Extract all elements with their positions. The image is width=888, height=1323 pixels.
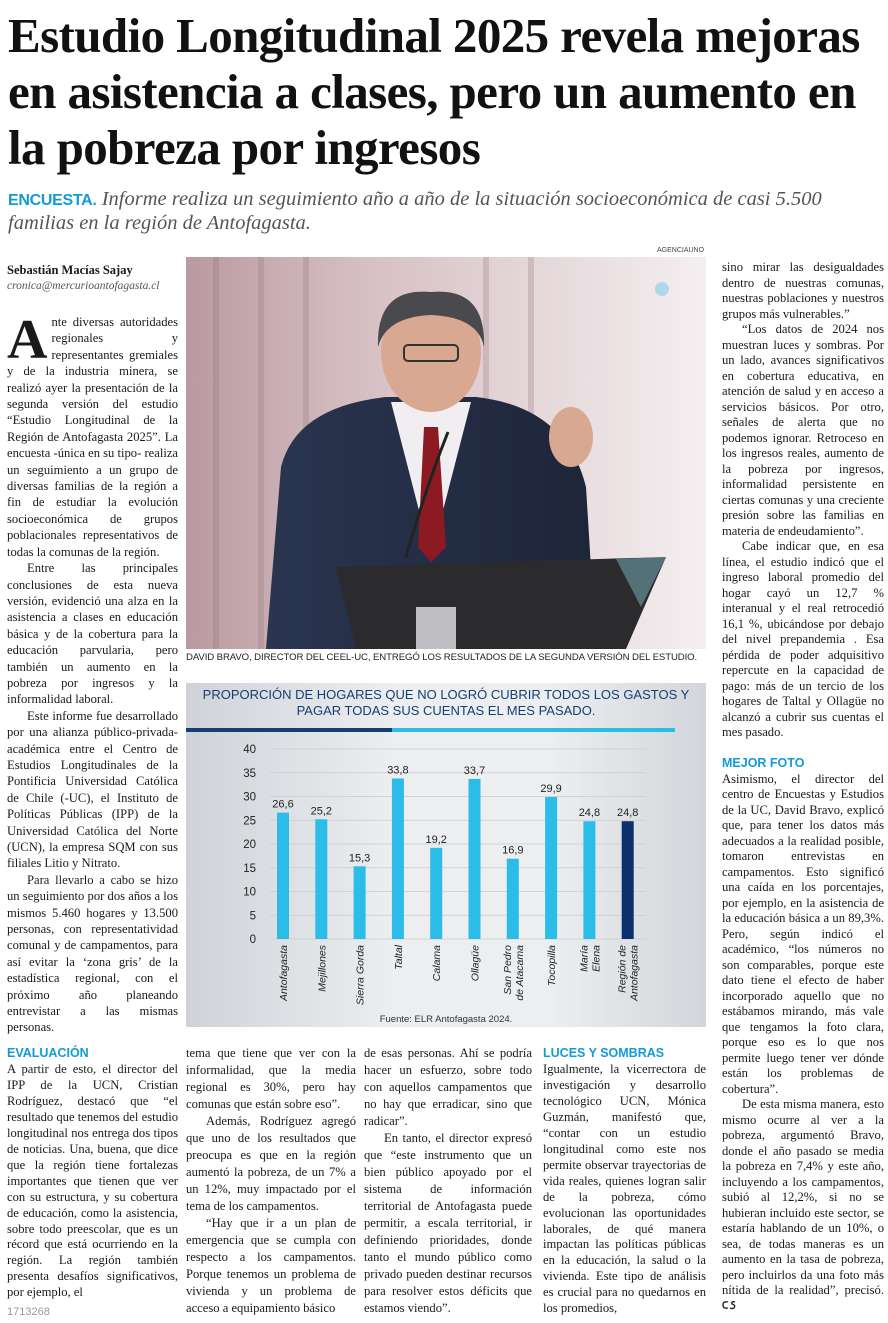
x-tick-label-line: Calama xyxy=(431,945,444,982)
chart-rule-dark xyxy=(186,728,392,732)
section-heading: EVALUACIÓN xyxy=(7,1046,89,1060)
drop-cap: A xyxy=(7,309,48,371)
x-tick-label xyxy=(617,945,641,1002)
paragraph xyxy=(722,1097,884,1314)
x-tick-label-line: de Atacama xyxy=(513,945,526,1001)
paragraph: A partir de esto, el director del IPP de la UCN, Cristian Rodríguez, destacó que “el resultado que tenemos del estudio longitudinal nos entrega dos tipos de noticias. Una, buena, que dice que la región tiene fortalezas importantes que tienen que ver con su estructura, y su cobertura de educación, como la asistencia, sobre todo preescolar, que es un récord que está ocurriendo en la región. La región también presenta desafíos significativos, por ejemplo, el xyxy=(7,1062,178,1300)
paragraph: Para llevarlo a cabo se hizo un seguimiento por dos años a los mismos 5.460 hogares y 13.500 personas, con representatividad comunal y de campamentos, para así evitar la ‘zona gris’ de la estadística regional, con el próximo año planeando entrevistar a las mismas personas. xyxy=(7,872,178,1035)
y-tick-label: 15 xyxy=(243,862,256,875)
x-tick-label xyxy=(393,944,405,969)
headline: Estudio Longitudinal 2025 revela mejoras en asistencia a clases, pero un aumento en la pobreza por ingresos xyxy=(8,8,860,175)
data-label: 26,6 xyxy=(272,798,294,811)
x-tick-label-line: Sierra Gorda xyxy=(354,945,367,1006)
chart-rule-light xyxy=(392,728,675,732)
x-tick-label xyxy=(316,944,328,991)
y-tick-label: 5 xyxy=(249,910,256,923)
byline-author: Sebastián Macías Sajay xyxy=(7,263,133,277)
section-heading: MEJOR FOTO xyxy=(722,755,805,770)
paragraph: sino mirar las desigualdades dentro de nuestras comunas, nuestras poblaciones y nuestros grupos más vulnerables.” xyxy=(722,260,884,321)
x-tick-label xyxy=(502,945,526,1001)
y-tick-label: 25 xyxy=(243,815,256,828)
data-label: 24,8 xyxy=(616,807,639,820)
paragraph: Igualmente, la vicerrectora de investigación y desarrollo tecnológico UCN, Mónica Guzmán, manifestó que, “contar con un estudio longitudinal como este nos permite observar trayectorias de vida reales, quienes logran salir de la pobreza, cómo evolucionan las oportunidades laborales, de qué manera impactan las políticas públicas en la educación, la salud o la vivienda. Este tipo de análisis es crucial para no quedarnos en los promedios, xyxy=(543,1062,706,1316)
article-photo xyxy=(186,257,706,649)
bottom-column-2 xyxy=(186,1045,356,1317)
x-tick-label-line: Tocopilla xyxy=(546,945,559,987)
section-heading: LUCES Y SOMBRAS xyxy=(543,1046,665,1060)
bar xyxy=(545,797,557,939)
bar xyxy=(469,779,481,939)
end-mark-icon xyxy=(722,1300,738,1310)
paragraph: tema que tiene que ver con la informalidad, que la media regional es 30%, pero hay comunas que están sobre eso”. xyxy=(186,1046,356,1111)
bar xyxy=(583,821,595,939)
x-tick-label-line: Antofagasta xyxy=(278,945,290,1002)
paragraph: de esas personas. Ahí se podría hacer un esfuerzo, sobre todo con aquellos campamentos que no hay que erradicar, sino que radicar”. xyxy=(364,1046,532,1128)
paragraph: Este informe fue desarrollado por una alianza público-privada-académica entre el Centro de Estudios Longitudinales de la Pontificia Universidad Católica de Chile (-UC), el Instituto de Políticas Públicas (IPP) de la Universidad Católica del Norte (UCN), la empresa SQM con sus filiales Litio y Nitrato. xyxy=(7,708,178,871)
data-label: 15,3 xyxy=(348,852,371,865)
bar xyxy=(430,848,442,939)
data-label: 29,9 xyxy=(540,782,562,795)
x-tick-label-line: Elena xyxy=(590,945,603,972)
x-tick-label-line: Taltal xyxy=(392,945,405,970)
y-tick-label: 30 xyxy=(243,791,256,804)
paragraph: En tanto, el director expresó que “este instrumento que un bien público apoyado por el sistema de información territorial de Antofagasta puede permitir, a escala territorial, ir definiendo prioridades, donde tanto el mundo público como privado pueden destinar recursos para resolver estos déficits que estamos viendo”. xyxy=(364,1131,532,1315)
x-tick-label-line: Ollagüe xyxy=(469,945,482,982)
data-label: 19,2 xyxy=(425,833,447,846)
dek xyxy=(8,188,878,235)
dek-text: Informe realiza un seguimiento año a año de la situación socioeconómica de casi 5.500 familias en la región de Antofagasta. xyxy=(8,188,822,234)
paragraph-text: nte diversas autoridades regionales y representantes gremiales y de la industria minera, se realizó ayer la presentación de la segunda versión del estudio “Estudio Longitudinal de la Región de Antofagasta 2025”. La encuesta -única en su tipo- realiza un seguimiento a un grupo de diversas familias de la región a fin de estudiar la evolución socioeconómica de grupos poblacionales representativos de todas la comunas de la región. xyxy=(7,315,178,559)
paragraph-text: De esta misma manera, esto mismo ocurre al ver a la pobreza, argumentó Bravo, donde el año pasado se media la pobreza en 7,4% y este año, incluyendo a los campamentos, subió al 12,2%, si no se hubieran incluido este sector, se estaría hablando de un 10%, o sea, de todas maneras es un aumento en la tasa de pobreza, pero incluirlos da una foto más nítida de la realidad”, precisó. xyxy=(722,1097,884,1297)
byline-email: cronica@mercurioantofagasta.cl xyxy=(7,280,160,292)
data-label: 25,2 xyxy=(310,805,333,818)
x-tick-label xyxy=(431,945,443,981)
chart-panel xyxy=(186,683,706,1027)
dek-label: ENCUESTA. xyxy=(8,192,97,209)
paragraph: “Hay que ir a un plan de emergencia que se cumpla con respecto a los campamentos. Porque tenemos un problema de vivienda y un problema de acceso a equipamiento básico xyxy=(186,1216,356,1315)
bar xyxy=(315,819,327,939)
paragraph: Además, Rodríguez agregó que uno de los resultados que preocupa es que en la región aumentó la pobreza, de un 7% a un 12%, muy impactado por el tema de los campamentos. xyxy=(186,1114,356,1213)
data-label: 33,8 xyxy=(387,764,409,777)
y-tick-label: 10 xyxy=(243,886,256,899)
data-label: 33,7 xyxy=(463,764,486,777)
bar xyxy=(392,778,404,939)
bottom-column-3 xyxy=(364,1045,532,1317)
y-tick-label: 0 xyxy=(249,934,256,946)
x-tick-label-line: Antofagasta xyxy=(628,945,641,1002)
paragraph xyxy=(7,309,178,560)
bar xyxy=(354,866,366,939)
x-tick-label xyxy=(578,945,602,972)
chart-source: Fuente: ELR Antofagasta 2024. xyxy=(379,1014,513,1025)
x-tick-label-line: Mejillones xyxy=(316,945,329,992)
bar-chart xyxy=(186,683,706,1027)
y-tick-label: 35 xyxy=(243,767,256,780)
page-code: 1713268 xyxy=(7,1306,50,1318)
paragraph: Cabe indicar que, en esa línea, el estudio indicó que el ingreso laboral promedio del hogar cayó un 12,7 % interanual y el real retrocedió 16,1 %, ubicándose por debajo del nivel prepandemia . Esa pérdida de poder adquisitivo repercute en la capacidad de pago: más de un tercio de los hogares de Taltal y Ollagüe no alcanzó a cubrir sus cuentas el mes pasado. xyxy=(722,539,884,739)
x-tick-label xyxy=(355,945,367,1005)
bar xyxy=(277,813,289,939)
bar xyxy=(507,859,519,939)
paragraph: Entre las principales conclusiones de esta nueva versión, evidenció una alza en la asistencia a clases en educación básica y de la cobertura para la educación parvularia, pero también un aumento en la pobreza por ingresos y la informalidad laboral. xyxy=(7,561,178,707)
x-tick-label xyxy=(278,945,290,1002)
x-tick-label-line: San Pedro xyxy=(501,945,514,995)
paragraph: Asimismo, el director del centro de Encuestas y Estudios de la UC, David Bravo, explicó que, para tener los datos más adecuados a la realidad posible, tomaron entrevistas en campamentos. Esto significó una caída en los porcentajes, por ejemplo, en la asistencia de la educación básica a un 89,3%. Pero, según indicó el académico, “los números no son comparables, porque este dato tiene el efecto de haber incorporado aquello que no estábamos mirando, más vale que tengamos la foto clara, porque eso es lo que nos permite luego tener ver dónde están los problemas de cobertura”. xyxy=(722,771,884,1096)
x-tick-label xyxy=(470,945,482,981)
right-column xyxy=(722,260,884,1314)
data-label: 16,9 xyxy=(502,844,524,857)
photo-credit: AGENCIAUNO xyxy=(657,247,705,254)
paragraph: “Los datos de 2024 nos muestran luces y sombras. Por un lado, avances significativos en cobertura educativa, en atención de salud y en acceso a servicios básicos. Por otro, señales de alerta que no podemos ignorar. Retroceso en los ingresos reales, aumento de la pobreza por ingresos, informalidad persistente en ciertas comunas y una creciente presión sobre las familias en materia de endeudamiento”. xyxy=(722,322,884,538)
data-label: 24,8 xyxy=(578,807,601,820)
x-tick-label xyxy=(546,945,558,986)
y-tick-label: 40 xyxy=(243,744,256,756)
x-tick-label-line: María xyxy=(578,945,591,972)
bottom-column-1 xyxy=(7,1045,178,1301)
photo-caption: DAVID BRAVO, DIRECTOR DEL CEEL-UC, ENTREGÓ LOS RESULTADOS DE LA SEGUNDA VERSIÓN DEL ESTUDIO. xyxy=(186,652,698,663)
chart-title: PROPORCIÓN DE HOGARES QUE NO LOGRÓ CUBRIR TODOS LOS GASTOS Y PAGAR TODAS SUS CUENTAS EL MES PASADO. xyxy=(202,687,690,718)
bar xyxy=(622,821,634,939)
y-tick-label: 20 xyxy=(243,839,256,851)
bottom-column-4 xyxy=(543,1045,706,1317)
x-tick-label-line: Región de xyxy=(616,945,629,993)
left-column xyxy=(7,262,178,1036)
